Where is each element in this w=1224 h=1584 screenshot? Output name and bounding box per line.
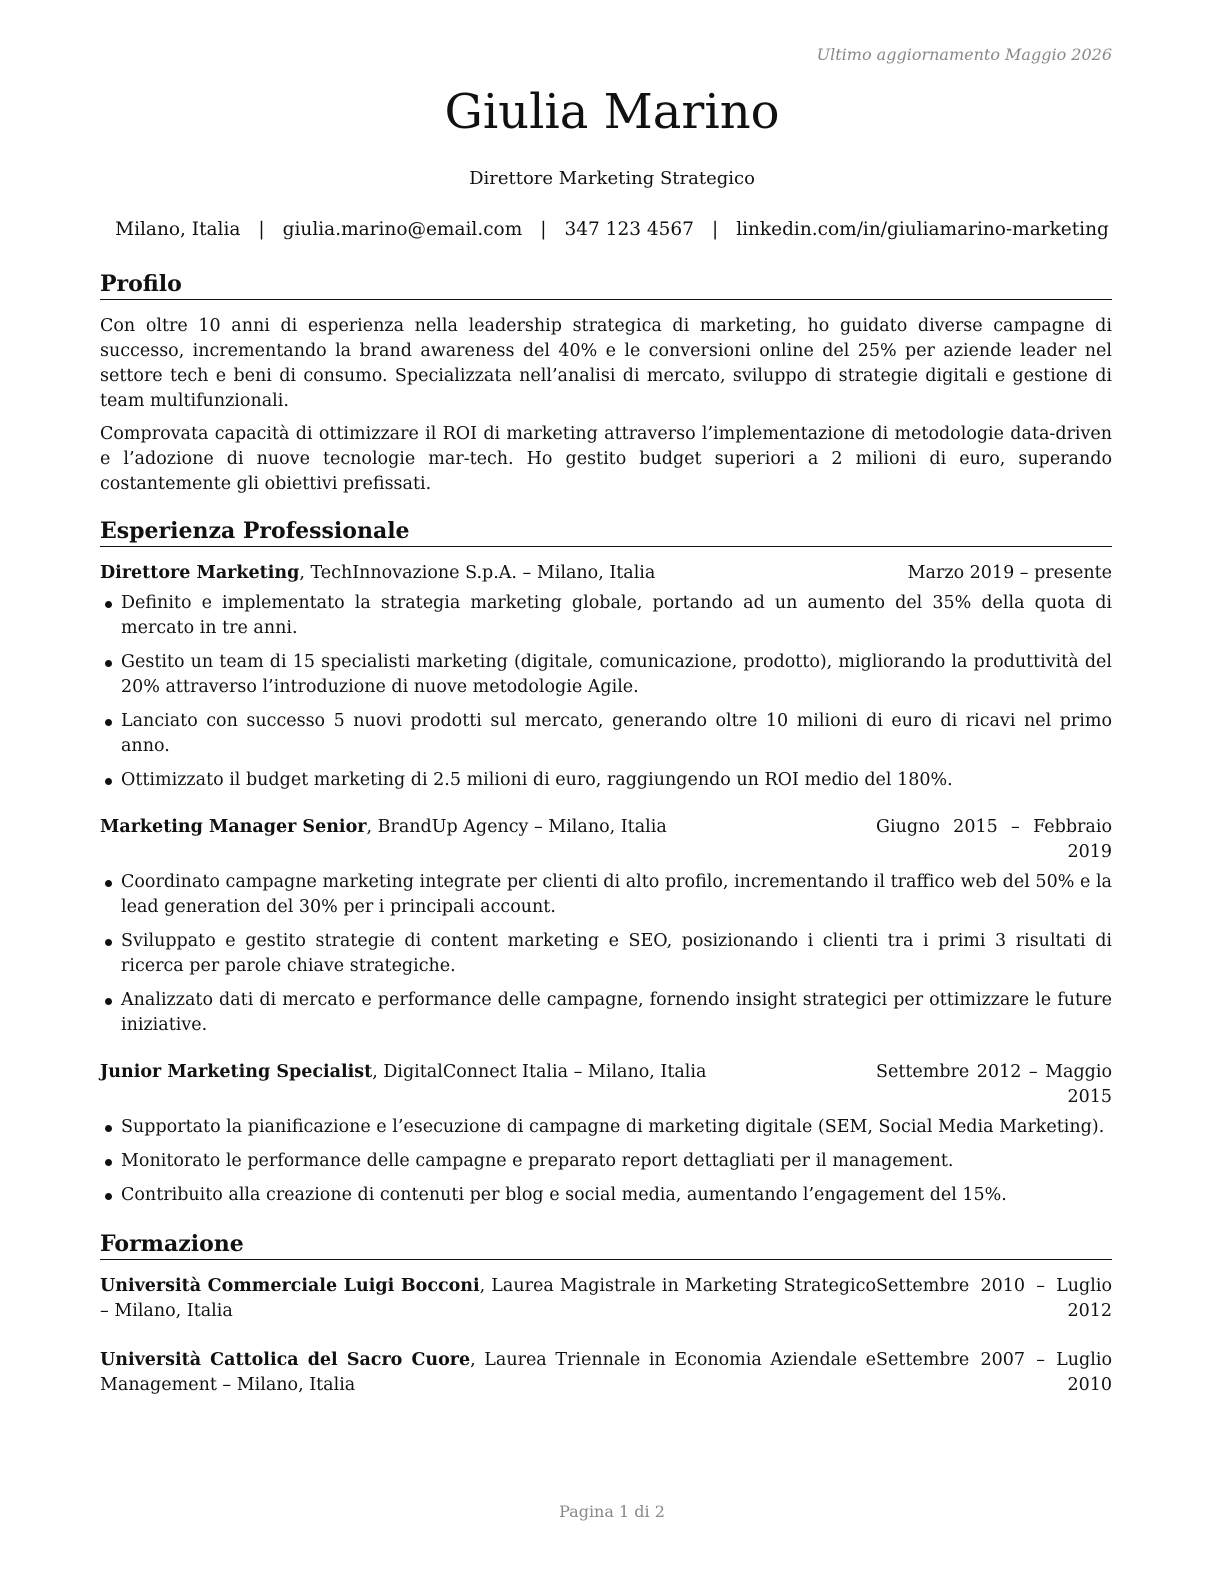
section-title-profile: Profilo xyxy=(100,270,1112,300)
education-header xyxy=(100,1274,1112,1324)
education-dates: Settembre 2010 – Luglio 2012 xyxy=(876,1276,1112,1321)
education-school: Università Cattolica del Sacro Cuore xyxy=(100,1350,471,1370)
list-item: Lanciato con successo 5 nuovi prodotti sul mercato, generando oltre 10 milioni di euro di ricavi nel primo anno. xyxy=(100,709,1112,759)
contact-separator: | xyxy=(540,219,547,240)
section-title-experience: Esperienza Professionale xyxy=(100,517,1112,547)
job-dates: Marzo 2019 – presente xyxy=(907,563,1112,583)
job-header xyxy=(100,561,1112,586)
education-section xyxy=(100,1230,1112,1398)
page-number: Pagina 1 di 2 xyxy=(559,1502,665,1521)
job-header xyxy=(100,815,1112,865)
list-item: Sviluppato e gestito strategie di content marketing e SEO, posizionando i clienti tra i primi 3 risultati di ricerca per parole chiave strategiche. xyxy=(100,929,1112,979)
list-item: Supportato la pianificazione e l’esecuzione di campagne di marketing digitale (SEM, Social Media Marketing). xyxy=(100,1115,1112,1140)
job-role: Marketing Manager Senior xyxy=(100,817,367,837)
section-title-education: Formazione xyxy=(100,1230,1112,1260)
list-item: Gestito un team di 15 specialisti marketing (digitale, comunicazione, prodotto), migliorando la produttività del 20% attraverso l’introduzione di nuove metodologie Agile. xyxy=(100,650,1112,700)
education-degree: , Laurea Triennale in Economia Aziendale e Management – Milano, Italia xyxy=(100,1350,876,1395)
job-bullets xyxy=(100,1115,1112,1208)
education-header xyxy=(100,1348,1112,1398)
job-company: , DigitalConnect Italia – Milano, Italia xyxy=(372,1062,707,1082)
education-dates: Settembre 2007 – Luglio 2010 xyxy=(876,1350,1112,1395)
job-title-line xyxy=(100,815,876,865)
job-dates: Settembre 2012 – Maggio 2015 xyxy=(876,1062,1112,1107)
list-item: Analizzato dati di mercato e performance delle campagne, fornendo insight strategici per ottimizzare le future iniziative. xyxy=(100,988,1112,1038)
education-degree: , Laurea Magistrale in Marketing Strategico – Milano, Italia xyxy=(100,1276,876,1321)
job-entry xyxy=(100,561,1112,793)
candidate-role: Direttore Marketing Strategico xyxy=(469,168,755,189)
job-title-line xyxy=(100,561,876,586)
job-header xyxy=(100,1060,1112,1110)
candidate-name: Giulia Marino xyxy=(444,84,780,140)
education-entry xyxy=(100,1274,1112,1324)
job-dates: Giugno 2015 – Febbraio 2019 xyxy=(876,817,1112,862)
job-entry xyxy=(100,1060,1112,1208)
education-title-line xyxy=(100,1274,876,1324)
contact-email[interactable]: giulia.marino@email.com xyxy=(282,219,523,240)
resume-body xyxy=(100,270,1112,1422)
education-entry xyxy=(100,1348,1112,1398)
job-bullets xyxy=(100,591,1112,793)
contact-phone: 347 123 4567 xyxy=(564,219,694,240)
contact-linkedin[interactable]: linkedin.com/in/giuliamarino-marketing xyxy=(736,219,1109,240)
job-entry xyxy=(100,815,1112,1038)
experience-section xyxy=(100,517,1112,1208)
job-company: , TechInnovazione S.p.A. – Milano, Italia xyxy=(299,563,656,583)
list-item: Monitorato le performance delle campagne e preparato report dettagliati per il management. xyxy=(100,1149,1112,1174)
profile-paragraph: Con oltre 10 anni di esperienza nella leadership strategica di marketing, ho guidato diverse campagne di successo, incrementando la brand awareness del 40% e le conversioni online del 25% per aziende leader nel settore tech e beni di consumo. Specializzata nell’analisi di mercato, sviluppo di strategie digitali e gestione di team multifunzionali. xyxy=(100,316,1112,411)
job-bullets xyxy=(100,870,1112,1038)
contact-separator: | xyxy=(711,219,719,240)
education-school: Università Commerciale Luigi Bocconi xyxy=(100,1276,480,1296)
list-item: Definito e implementato la strategia marketing globale, portando ad un aumento del 35% della quota di mercato in tre anni. xyxy=(100,591,1112,641)
list-item: Coordinato campagne marketing integrate per clienti di alto profilo, incrementando il traffico web del 50% e la lead generation del 30% per i principali account. xyxy=(100,870,1112,920)
education-title-line xyxy=(100,1348,876,1398)
contact-location: Milano, Italia xyxy=(115,219,241,240)
contact-line xyxy=(0,219,1224,240)
job-title-line xyxy=(100,1060,876,1110)
list-item: Ottimizzato il budget marketing di 2.5 milioni di euro, raggiungendo un ROI medio del 180%. xyxy=(100,768,1112,793)
list-item: Contribuito alla creazione di contenuti per blog e social media, aumentando l’engagement del 15%. xyxy=(100,1183,1112,1208)
profile-section xyxy=(100,270,1112,497)
job-company: , BrandUp Agency – Milano, Italia xyxy=(366,817,667,837)
contact-separator: | xyxy=(258,219,265,240)
job-role: Direttore Marketing xyxy=(100,563,300,583)
last-updated-note: Ultimo aggiornamento Maggio 2026 xyxy=(816,45,1112,64)
job-role: Junior Marketing Specialist xyxy=(100,1062,373,1082)
profile-paragraph: Comprovata capacità di ottimizzare il ROI di marketing attraverso l’implementazione di metodologie data-driven e l’adozione di nuove tecnologie mar-tech. Ho gestito budget superiori a 2 milioni di euro, superando costantemente gli obiettivi prefissati. xyxy=(100,424,1112,494)
